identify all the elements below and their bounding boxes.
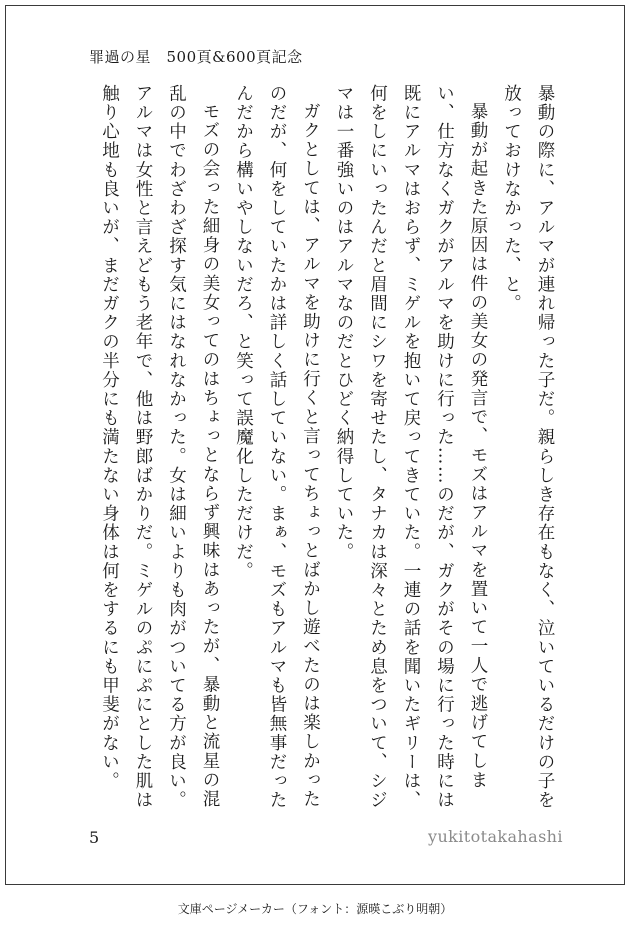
page-frame xyxy=(5,5,625,885)
paragraph: ガクとしては、アルマを助けに行くと言ってちょっとばかし遊べたのは楽しかったのだが、何をしていたかは詳しく話していない。まぁ、モズもアルマも皆無事だったんだから構いやしないだろ、と笑って誤魔化しただけだ。 xyxy=(233,84,321,810)
running-header: 罪過の星 500頁&600頁記念 xyxy=(89,48,303,66)
paragraph: 暴動が起きた原因は件の美女の発言で、モズはアルマを置いて一人で逃げてしまい、仕方なくガクがアルマを助けに行った……のだが、ガクがその場に行った時には既にアルマはおらず、ミゲルを抱いて戻ってきていた。一連の話を聞いたギリーは、何をしにいったんだと眉間にシワを寄せたし、タナカは深々とため息をついて、シジマは一番強いのはアルマなのだとひどく納得していた。 xyxy=(334,84,488,810)
generator-caption: 文庫ページメーカー（フォント：源暎こぶり明朝） xyxy=(177,902,453,916)
paragraph: モズの会った細身の美女ってのはちょっとならず興味はあったが、暴動と流星の混乱の中でわざわざ探す気にはなれなかった。女は細いよりも肉がついてる方が良い。アルマは女性と言えどもう老年で、他は野郎ばかりだ。ミゲルのぷにぷにとした肌は触り心地も良いが、まだガクの半分にも満たない身体は何をするにも甲斐がない。 xyxy=(99,84,220,810)
page-number: 5 xyxy=(89,828,100,847)
body-text xyxy=(89,84,561,824)
paragraph: 暴動の際に、アルマが連れ帰った子だ。親らしき存在もなく、泣いているだけの子を放っておけなかった、と。 xyxy=(501,84,555,810)
author-name: yukitotakahashi xyxy=(428,827,563,846)
